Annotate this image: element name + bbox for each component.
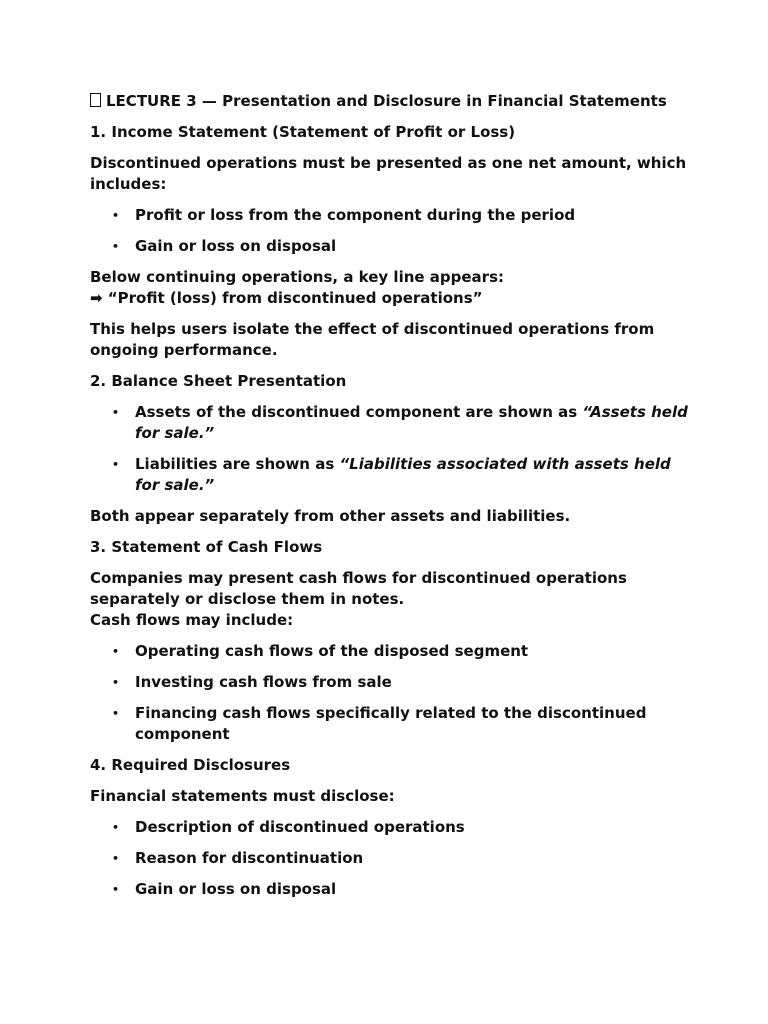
bullet-icon: •	[112, 645, 120, 658]
section-intro-text: Discontinued operations must be presented as one net amount, which includes:	[90, 154, 687, 193]
bullet-icon: •	[112, 821, 120, 834]
list-item: • Gain or loss on disposal	[112, 880, 337, 898]
bullet-icon: •	[112, 676, 120, 689]
bullet-icon: •	[112, 852, 120, 865]
cash-flows-list	[90, 641, 690, 745]
list-item: • Gain or loss on disposal	[112, 237, 337, 255]
section-intro-text: Companies may present cash flows for discontinued operations separately or disclose them in notes. Cash flows may include:	[90, 569, 627, 629]
section-heading-cash-flows: 3. Statement of Cash Flows	[90, 538, 323, 556]
section-heading-income-statement: 1. Income Statement (Statement of Profit or Loss)	[90, 123, 516, 141]
disclosures-list	[90, 817, 690, 900]
lecture-title: LECTURE 3 — Presentation and Disclosure in Financial Statements	[90, 91, 690, 112]
bullet-icon: •	[112, 406, 120, 419]
list-item: • Operating cash flows of the disposed segment	[112, 642, 529, 660]
section-heading-balance-sheet: 2. Balance Sheet Presentation	[90, 372, 347, 390]
income-statement-list	[90, 205, 690, 257]
list-item: • Description of discontinued operations	[112, 818, 465, 836]
document-page	[90, 91, 690, 910]
bullet-icon: •	[112, 883, 120, 896]
section-intro-text: Financial statements must disclose:	[90, 787, 395, 805]
bullet-icon: •	[112, 458, 120, 471]
section-closing-text: This helps users isolate the effect of discontinued operations from ongoing performance.	[90, 320, 655, 359]
bullet-icon: •	[112, 707, 120, 720]
balance-sheet-list	[90, 402, 690, 496]
list-item: • Liabilities are shown as “Liabilities associated with assets held for sale.”	[112, 455, 671, 494]
section-closing-text: Both appear separately from other assets and liabilities.	[90, 507, 571, 525]
list-item: • Financing cash flows specifically related to the discontinued component	[112, 704, 647, 743]
bullet-icon: •	[112, 240, 120, 253]
bullet-icon: •	[112, 209, 120, 222]
key-line-paragraph: Below continuing operations, a key line appears: ➡ “Profit (loss) from discontinued operations”	[90, 268, 505, 307]
section-heading-required-disclosures: 4. Required Disclosures	[90, 756, 291, 774]
list-item: • Reason for discontinuation	[112, 849, 364, 867]
right-arrow-icon: ➡	[90, 289, 103, 307]
missing-glyph-icon	[90, 93, 101, 107]
list-item: • Profit or loss from the component during the period	[112, 206, 576, 224]
list-item: • Investing cash flows from sale	[112, 673, 392, 691]
list-item: • Assets of the discontinued component are shown as “Assets held for sale.”	[112, 403, 688, 442]
